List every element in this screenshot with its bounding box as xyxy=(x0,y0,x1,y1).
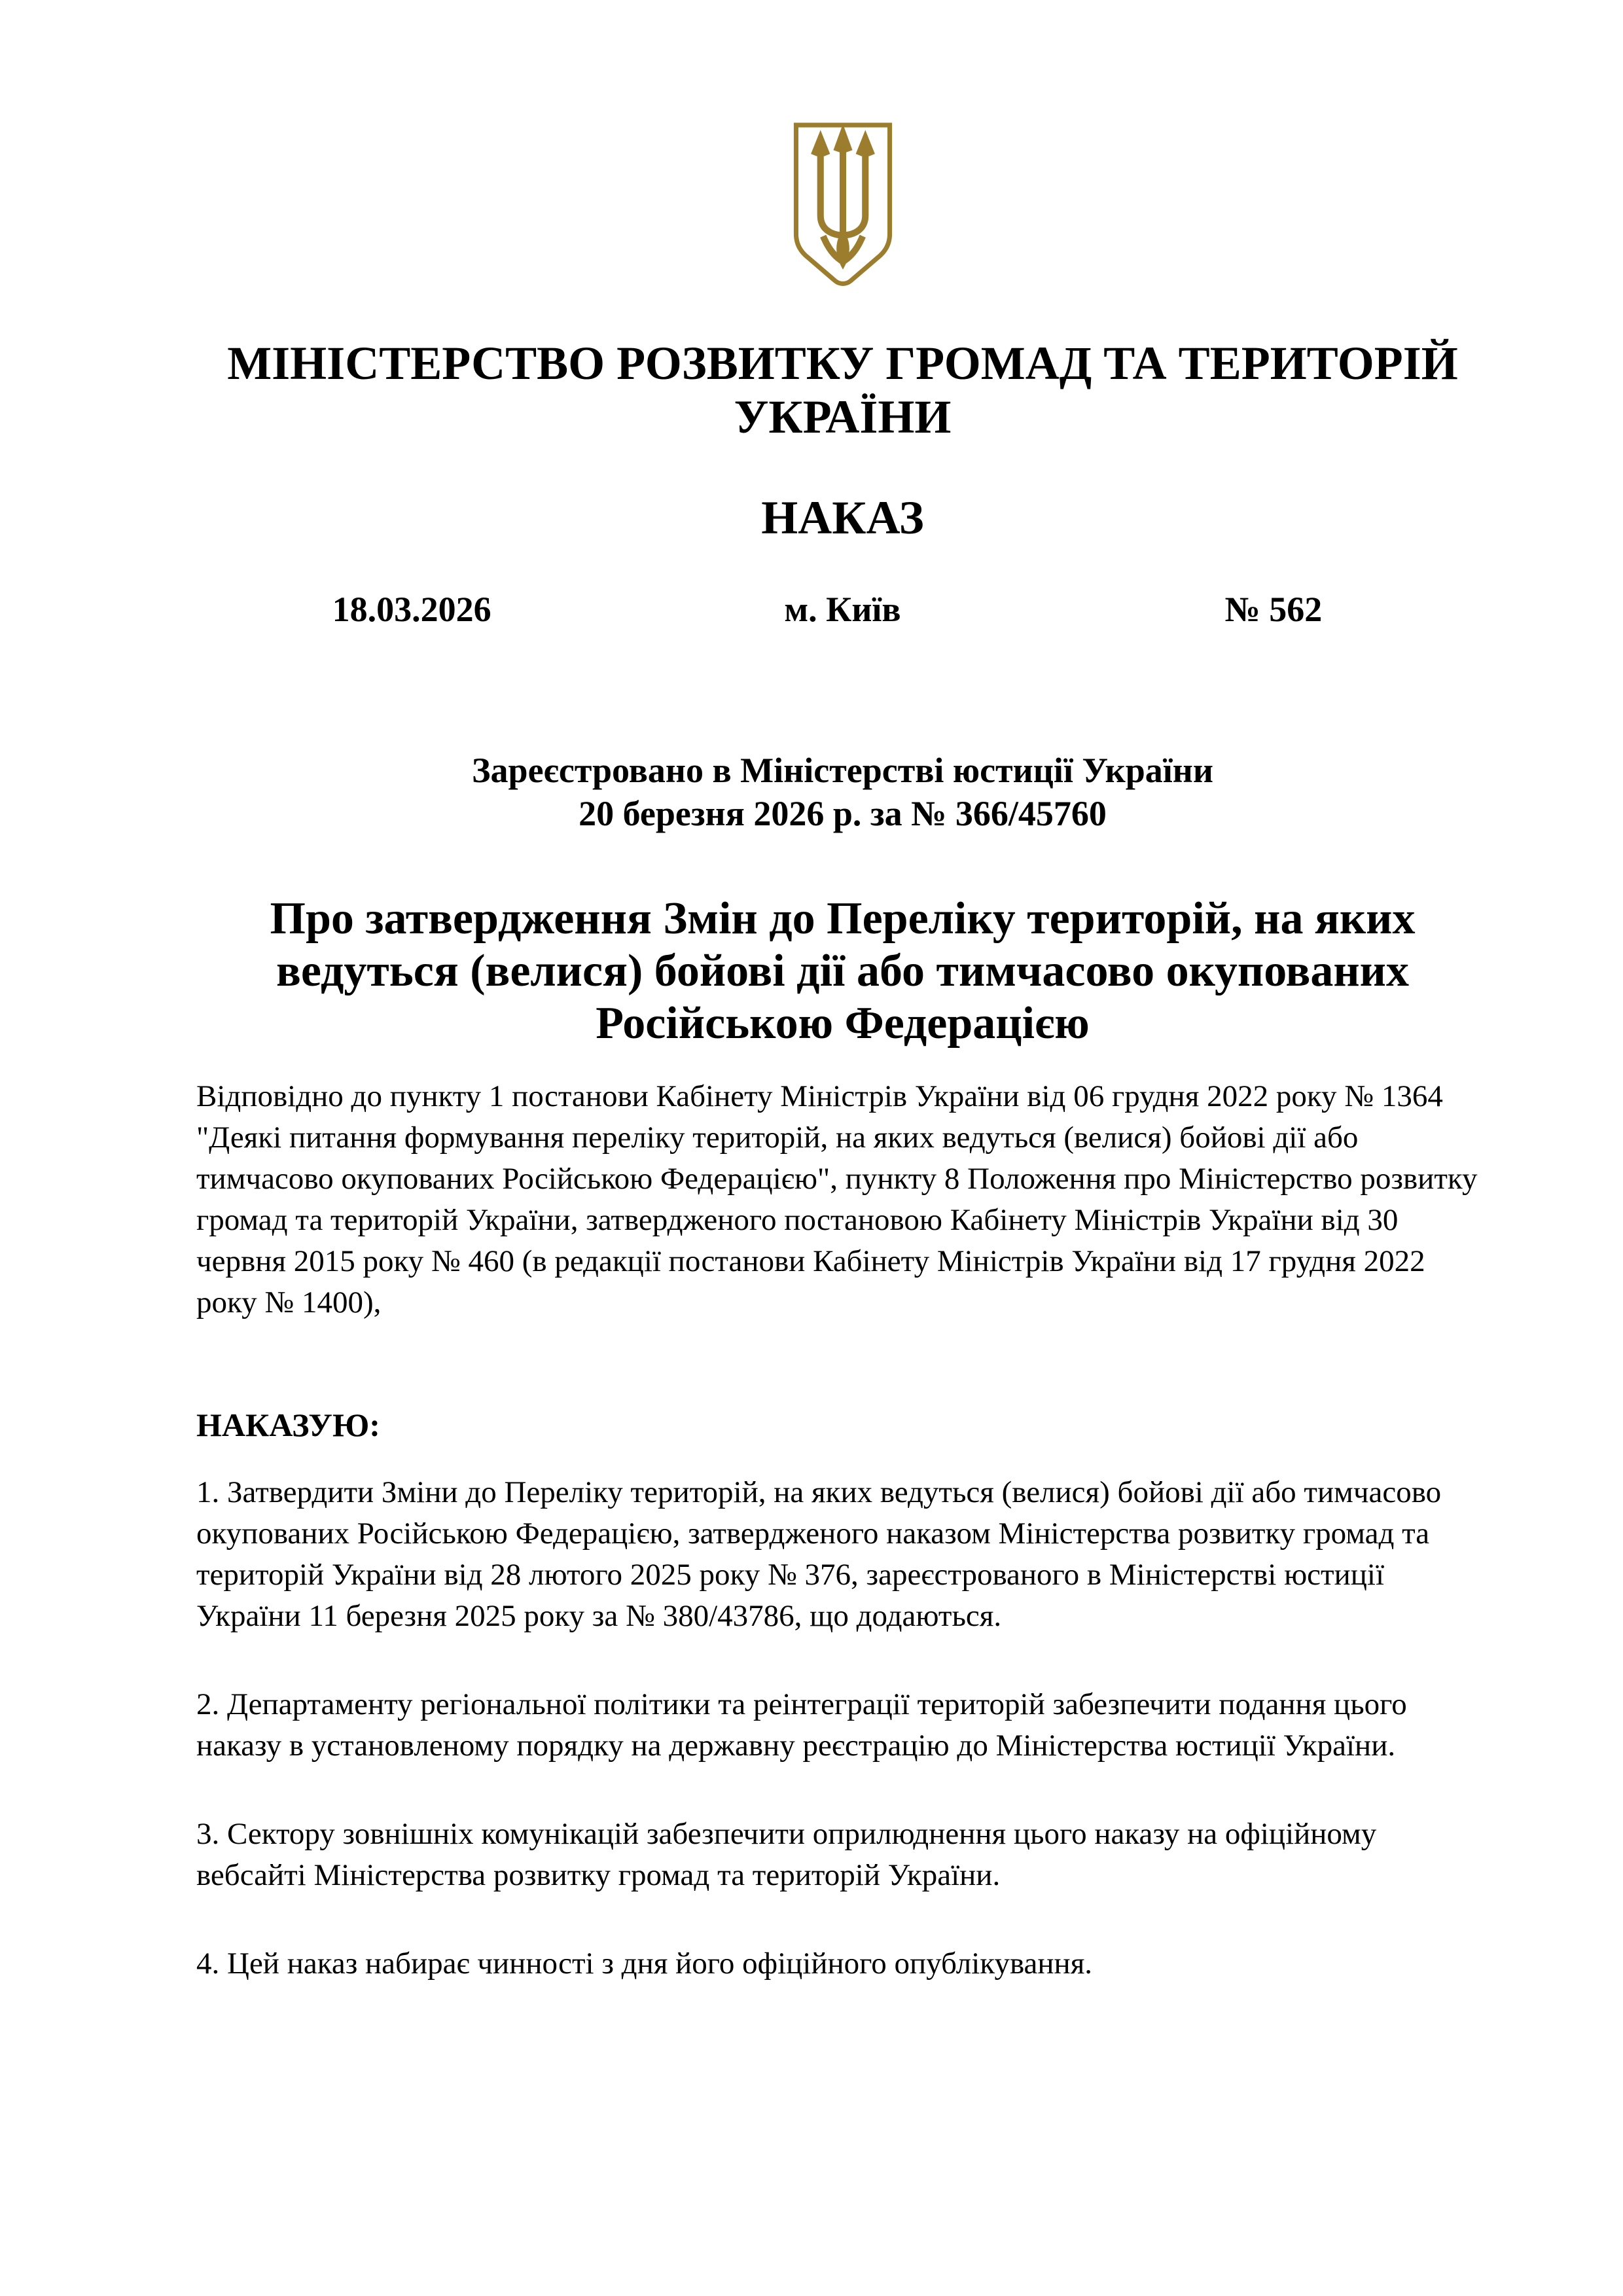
ministry-title-line: УКРАЇНИ xyxy=(734,391,952,443)
order-item: 2. Департаменту регіональної політики та реінтеграції територій забезпечити подання цього наказу в установленому порядку на державну реєстрацію до Міністерства юстиції України. xyxy=(196,1687,1407,1763)
registration-line: 20 березня 2026 р. за № 366/45760 xyxy=(579,794,1107,833)
document-content xyxy=(196,122,1489,1984)
date-row xyxy=(196,588,1489,631)
subject-title xyxy=(196,893,1489,1050)
order-keyword: НАКАЗУЮ: xyxy=(196,1407,380,1443)
order-item: 1. Затвердити Зміни до Переліку територій, на яких ведуться (велися) бойові дії або тимчасово окупованих Російською Федерацією, затвердженого наказом Міністерства розвитку громад та територій України від 28 лютого 2025 року № 376, зареєстрованого в Міністерстві юстиції України 11 березня 2025 року за № 380/43786, що додаються. xyxy=(196,1475,1442,1633)
subject-title-line: ведуться (велися) бойові дії або тимчасово окупованих xyxy=(276,946,1409,996)
order-item: 3. Сектору зовнішніх комунікацій забезпечити оприлюднення цього наказу на офіційному вебсайті Міністерства розвитку громад та територій України. xyxy=(196,1817,1377,1892)
subject-title-line: Про затвердження Змін до Переліку територій, на яких xyxy=(270,893,1416,944)
order-date: 18.03.2026 xyxy=(332,590,491,629)
subject-title-line: Російською Федерацією xyxy=(596,998,1090,1049)
order-item: 4. Цей наказ набирає чинності з дня його офіційного опублікування. xyxy=(196,1946,1093,1981)
ministry-title-line: МІНІСТЕРСТВО РОЗВИТКУ ГРОМАД ТА ТЕРИТОРІЙ xyxy=(227,337,1458,389)
document-type-title: НАКАЗ xyxy=(761,492,924,544)
registration-line: Зареєстровано в Міністерстві юстиції України xyxy=(472,751,1213,790)
order-place: м. Київ xyxy=(784,590,901,629)
preamble-paragraph: Відповідно до пункту 1 постанови Кабінету Міністрів України від 06 грудня 2022 року № 1364 "Деякі питання формування переліку територій, на яких ведуться (велися) бойові дії або тимчасово окупованих Російською Федерацією", пункту 8 Положення про Міністерство розвитку громад та територій України, затвердженого постановою Кабінету Міністрів України від 30 червня 2015 року № 460 (в редакції постанови Кабінету Міністрів України від 17 грудня 2022 року № 1400), xyxy=(196,1079,1478,1319)
order-items xyxy=(196,1472,1489,1984)
registration-note xyxy=(196,749,1489,835)
ministry-title xyxy=(196,336,1489,444)
trident-emblem xyxy=(790,122,896,291)
order-number: № 562 xyxy=(1224,590,1323,629)
